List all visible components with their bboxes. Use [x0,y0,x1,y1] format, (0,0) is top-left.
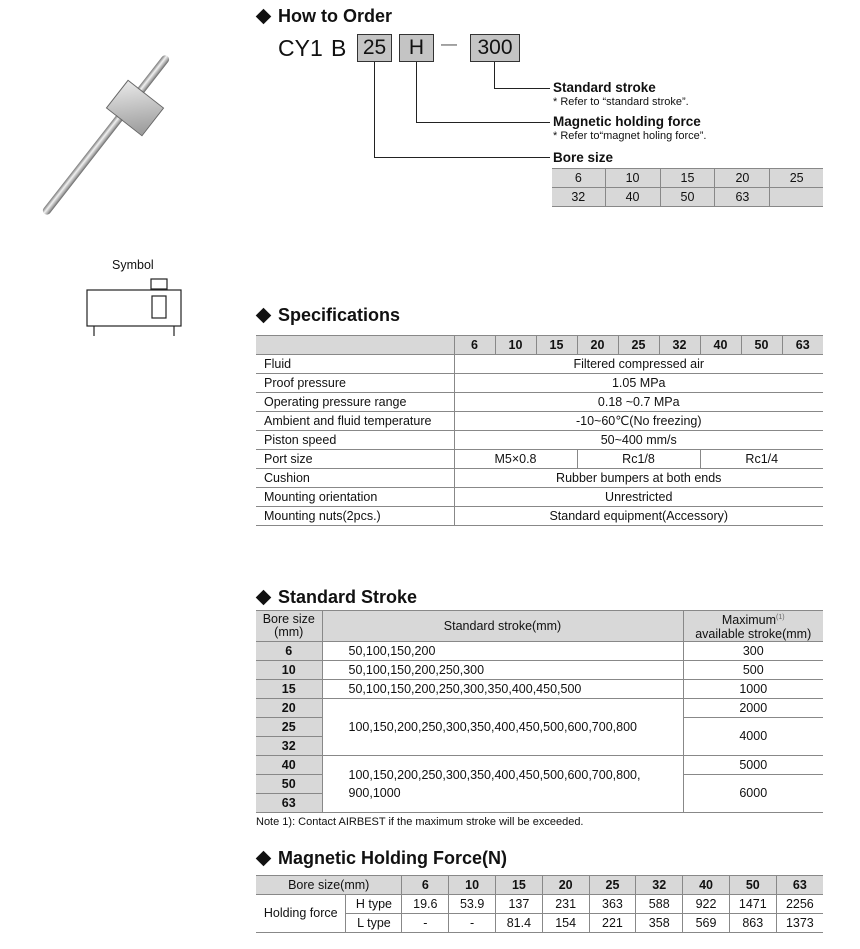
stroke-connector-h [494,88,550,89]
cylinder-symbol [84,276,184,338]
holding-value: 922 [683,895,730,914]
stroke-values-line: 100,150,200,250,300,350,400,450,500,600,700,800, [348,768,641,782]
holding-col-bore: Bore size(mm) [256,876,402,895]
spec-label: Port size [256,450,454,469]
bore-cell: 63 [715,188,770,207]
holding-bore-header: 63 [776,876,823,895]
stroke-bore: 63 [256,794,322,813]
stroke-bore: 20 [256,699,322,718]
code-type: B [331,35,347,61]
spec-label: Proof pressure [256,374,454,393]
symbol-label: Symbol [112,258,154,272]
holding-value: 588 [636,895,683,914]
stroke-label: Standard stroke [553,80,656,95]
bore-cell: 10 [605,169,660,188]
holding-value: 2256 [776,895,823,914]
holding-value: 154 [542,914,589,933]
holding-bore-header: 6 [402,876,449,895]
spec-port-value: Rc1/4 [700,450,823,469]
spec-value: 1.05 MPa [454,374,823,393]
spec-value: Filtered compressed air [454,355,823,374]
spec-label: Mounting nuts(2pcs.) [256,507,454,526]
holding-value: 53.9 [449,895,496,914]
spec-label: Mounting orientation [256,488,454,507]
spec-label: Fluid [256,355,454,374]
stroke-col-bore-text: Bore size (mm) [262,612,315,639]
spec-value: -10~60℃(No freezing) [454,412,823,431]
bore-row-1 [552,169,823,188]
stroke-col-stroke: Standard stroke(mm) [322,611,683,642]
stroke-values: 50,100,150,200 [322,642,683,661]
spec-row [256,412,823,431]
standard-stroke-table [256,610,823,813]
code-stroke-box: 300 [470,34,520,62]
spec-row [256,374,823,393]
stroke-connector-v [494,62,495,88]
specifications-table [256,335,823,526]
holding-value: 1373 [776,914,823,933]
spec-row [256,431,823,450]
code-force-box: H [399,34,434,62]
holding-value: 863 [729,914,776,933]
stroke-col-max-sup: (1) [776,614,785,622]
bore-connector-v [374,62,375,157]
how-to-order-title: How to Order [254,6,392,27]
force-connector-h [416,122,550,123]
holding-bore-header: 20 [542,876,589,895]
stroke-note: * Refer to “standard stroke”. [553,96,689,108]
stroke-max: 5000 [683,756,823,775]
spec-value: Unrestricted [454,488,823,507]
spec-bore-header: 20 [577,336,618,355]
spec-label: Ambient and fluid temperature [256,412,454,431]
holding-value: 363 [589,895,636,914]
stroke-col-bore [256,611,322,642]
stroke-max: 4000 [683,718,823,756]
spec-row [256,393,823,412]
stroke-bore: 50 [256,775,322,794]
stroke-bore: 10 [256,661,322,680]
spec-label: Operating pressure range [256,393,454,412]
diamond-icon [256,851,272,867]
holding-value: - [449,914,496,933]
stroke-row [256,756,823,775]
holding-force-table [256,875,823,933]
spec-value: Standard equipment(Accessory) [454,507,823,526]
spec-value: 50~400 mm/s [454,431,823,450]
spec-bore-header: 40 [700,336,741,355]
spec-header-blank [256,336,454,355]
stroke-bore: 40 [256,756,322,775]
spec-label: Piston speed [256,431,454,450]
holding-header-row [256,876,823,895]
holding-value: 231 [542,895,589,914]
stroke-values-line: 900,1000 [348,786,401,800]
holding-type-label: H type [346,895,402,914]
holding-value: - [402,914,449,933]
holding-bore-header: 15 [496,876,543,895]
spec-bore-header: 15 [536,336,577,355]
bore-label: Bore size [553,150,614,165]
spec-bore-header: 25 [618,336,659,355]
holding-value: 221 [589,914,636,933]
bore-row-2 [552,188,823,207]
force-label: Magnetic holding force [553,114,701,129]
stroke-col-max-text2: available stroke(mm) [695,626,812,641]
holding-type-label: L type [346,914,402,933]
code-bore-box: 25 [357,34,392,62]
stroke-row [256,642,823,661]
holding-row-label: Holding force [256,895,346,933]
holding-row-h [256,895,823,914]
force-note: * Refer to“magnet holing force”. [553,130,707,142]
diamond-icon [256,590,272,606]
standard-stroke-title: Standard Stroke [254,587,417,608]
stroke-values [322,756,683,813]
holding-value: 81.4 [496,914,543,933]
holding-bore-header: 32 [636,876,683,895]
stroke-max: 6000 [683,775,823,813]
bore-cell: 40 [605,188,660,207]
stroke-max: 1000 [683,680,823,699]
bore-cell: 25 [789,170,804,185]
spec-port-value: Rc1/8 [577,450,700,469]
stroke-max: 2000 [683,699,823,718]
spec-bore-header: 10 [495,336,536,355]
holding-value: 358 [636,914,683,933]
holding-force-title: Magnetic Holding Force(N) [254,848,507,869]
spec-row [256,488,823,507]
bore-cell [770,188,823,207]
holding-value: 19.6 [402,895,449,914]
holding-bore-header: 40 [683,876,730,895]
stroke-bore: 32 [256,737,322,756]
bore-connector-h [374,157,550,158]
stroke-col-max [683,611,823,642]
bore-cell: 50 [660,188,715,207]
holding-bore-header: 50 [729,876,776,895]
stroke-values: 50,100,150,200,250,300,350,400,450,500 [322,680,683,699]
spec-row [256,469,823,488]
stroke-bore: 25 [256,718,322,737]
diamond-icon [256,9,272,25]
spec-value: Rubber bumpers at both ends [454,469,823,488]
bore-size-table [552,168,823,207]
stroke-bore: 6 [256,642,322,661]
force-connector-v [416,62,417,122]
spec-bore-header: 6 [454,336,495,355]
spec-value: 0.18 ~0.7 MPa [454,393,823,412]
stroke-max: 300 [683,642,823,661]
stroke-max: 500 [683,661,823,680]
stroke-values: 50,100,150,200,250,300 [322,661,683,680]
code-dash: — [441,36,457,53]
spec-port-value: M5×0.8 [454,450,577,469]
spec-row [256,507,823,526]
stroke-values: 100,150,200,250,300,350,400,450,500,600,700,800 [322,699,683,756]
diamond-icon [256,308,272,324]
holding-bore-header: 10 [449,876,496,895]
spec-row-port [256,450,823,469]
code-prefix: CY1 [278,35,323,61]
holding-value: 569 [683,914,730,933]
spec-label: Cushion [256,469,454,488]
stroke-header-row [256,611,823,642]
holding-value: 1471 [729,895,776,914]
stroke-note: Note 1): Contact AIRBEST if the maximum stroke will be exceeded. [256,816,584,828]
spec-header-row [256,336,823,355]
cylinder-rod [41,54,170,217]
bore-cell: 20 [715,169,770,188]
product-image [20,35,210,235]
holding-bore-header: 25 [589,876,636,895]
spec-bore-header: 63 [782,336,823,355]
holding-value: 137 [496,895,543,914]
stroke-bore: 15 [256,680,322,699]
spec-bore-header: 32 [659,336,700,355]
spec-row [256,355,823,374]
stroke-col-max-text: Maximum [721,613,777,628]
spec-bore-header: 50 [741,336,782,355]
specifications-title: Specifications [254,305,400,326]
bore-cell: 32 [552,188,605,207]
bore-cell: 15 [660,169,715,188]
stroke-row [256,661,823,680]
stroke-row [256,699,823,718]
bore-cell: 6 [552,169,605,188]
stroke-row [256,680,823,699]
